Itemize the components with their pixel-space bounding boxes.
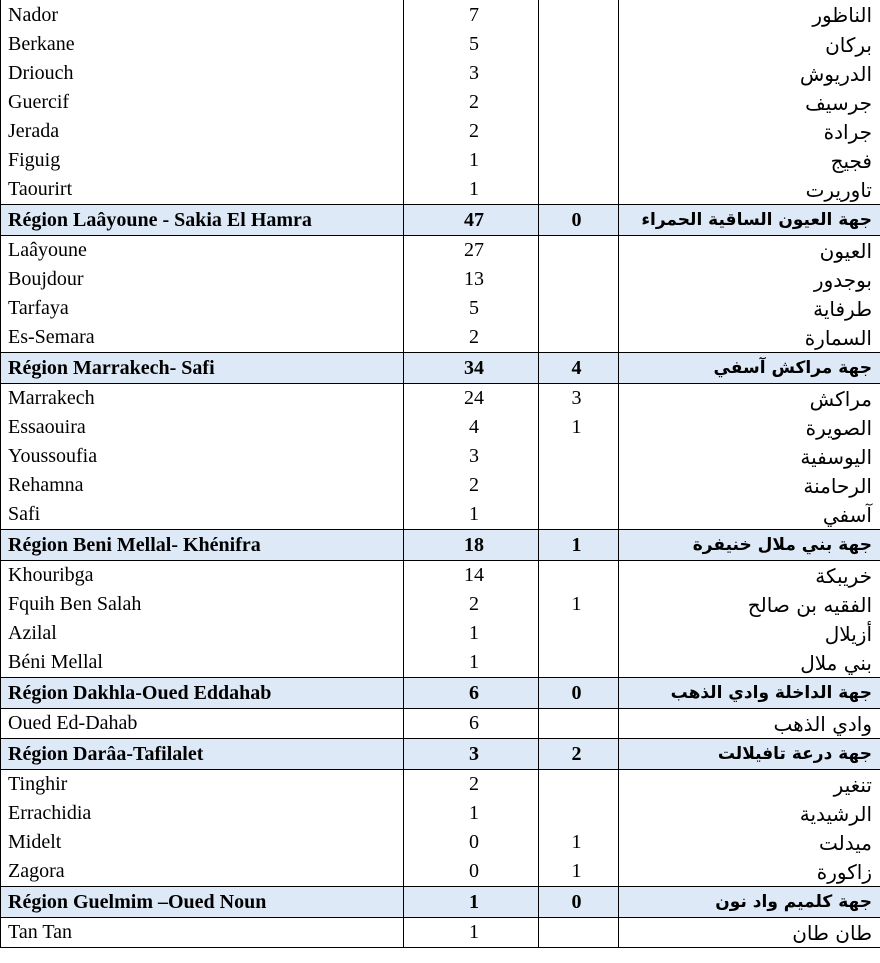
name-fr-cell: Safi (1, 500, 404, 530)
name-ar-cell: جهة بني ملال خنيفرة (619, 530, 880, 561)
name-fr-cell: Marrakech (1, 384, 404, 414)
province-row (1, 175, 880, 205)
count-cell: 5 (404, 294, 539, 323)
secondary-count-cell (539, 619, 619, 648)
secondary-count-cell: 1 (539, 413, 619, 442)
count-cell: 6 (404, 709, 539, 739)
name-fr-cell: Oued Ed-Dahab (1, 709, 404, 739)
name-ar-cell: جهة درعة تافيلالت (619, 739, 880, 770)
secondary-count-cell: 4 (539, 353, 619, 384)
count-cell: 1 (404, 918, 539, 948)
province-row (1, 561, 880, 591)
count-cell: 2 (404, 323, 539, 353)
name-fr-cell: Tarfaya (1, 294, 404, 323)
name-fr-cell: Nador (1, 0, 404, 30)
secondary-count-cell: 0 (539, 205, 619, 236)
name-ar-cell: جهة مراكش آسفي (619, 353, 880, 384)
region-row (1, 353, 880, 384)
secondary-count-cell (539, 799, 619, 828)
secondary-count-cell (539, 442, 619, 471)
province-row (1, 770, 880, 800)
name-fr-cell: Béni Mellal (1, 648, 404, 678)
name-ar-cell: زاكورة (619, 857, 880, 887)
region-row (1, 739, 880, 770)
name-ar-cell: ميدلت (619, 828, 880, 857)
province-row (1, 88, 880, 117)
province-row (1, 799, 880, 828)
name-fr-cell: Jerada (1, 117, 404, 146)
secondary-count-cell (539, 265, 619, 294)
province-row (1, 471, 880, 500)
name-ar-cell: جهة الداخلة وادي الذهب (619, 678, 880, 709)
name-fr-cell: Région Dakhla-Oued Eddahab (1, 678, 404, 709)
secondary-count-cell: 0 (539, 887, 619, 918)
name-fr-cell: Tinghir (1, 770, 404, 800)
name-fr-cell: Taourirt (1, 175, 404, 205)
count-cell: 3 (404, 739, 539, 770)
name-ar-cell: الصويرة (619, 413, 880, 442)
name-fr-cell: Région Darâa-Tafilalet (1, 739, 404, 770)
name-ar-cell: بوجدور (619, 265, 880, 294)
count-cell: 27 (404, 236, 539, 266)
count-cell: 47 (404, 205, 539, 236)
name-fr-cell: Errachidia (1, 799, 404, 828)
secondary-count-cell (539, 175, 619, 205)
count-cell: 1 (404, 175, 539, 205)
count-cell: 0 (404, 857, 539, 887)
name-fr-cell: Es-Semara (1, 323, 404, 353)
name-ar-cell: طان طان (619, 918, 880, 948)
province-row (1, 117, 880, 146)
secondary-count-cell (539, 0, 619, 30)
name-ar-cell: فجيج (619, 146, 880, 175)
secondary-count-cell: 3 (539, 384, 619, 414)
province-row (1, 648, 880, 678)
secondary-count-cell (539, 88, 619, 117)
province-row (1, 709, 880, 739)
name-fr-cell: Zagora (1, 857, 404, 887)
name-ar-cell: طرفاية (619, 294, 880, 323)
secondary-count-cell (539, 770, 619, 800)
name-fr-cell: Youssoufia (1, 442, 404, 471)
count-cell: 2 (404, 770, 539, 800)
name-ar-cell: جرادة (619, 117, 880, 146)
name-ar-cell: اليوسفية (619, 442, 880, 471)
secondary-count-cell (539, 561, 619, 591)
name-fr-cell: Boujdour (1, 265, 404, 294)
name-fr-cell: Berkane (1, 30, 404, 59)
name-ar-cell: جهة كلميم واد نون (619, 887, 880, 918)
secondary-count-cell: 2 (539, 739, 619, 770)
name-ar-cell: الدريوش (619, 59, 880, 88)
name-fr-cell: Figuig (1, 146, 404, 175)
region-row (1, 678, 880, 709)
province-row (1, 918, 880, 948)
province-row (1, 0, 880, 30)
secondary-count-cell (539, 294, 619, 323)
province-row (1, 590, 880, 619)
name-fr-cell: Khouribga (1, 561, 404, 591)
name-ar-cell: العيون (619, 236, 880, 266)
count-cell: 7 (404, 0, 539, 30)
secondary-count-cell: 0 (539, 678, 619, 709)
count-cell: 2 (404, 590, 539, 619)
name-ar-cell: السمارة (619, 323, 880, 353)
count-cell: 2 (404, 471, 539, 500)
secondary-count-cell (539, 30, 619, 59)
name-ar-cell: الفقيه بن صالح (619, 590, 880, 619)
count-cell: 2 (404, 117, 539, 146)
count-cell: 1 (404, 799, 539, 828)
name-fr-cell: Région Guelmim –Oued Noun (1, 887, 404, 918)
secondary-count-cell (539, 146, 619, 175)
province-row (1, 384, 880, 414)
province-row (1, 828, 880, 857)
name-fr-cell: Laâyoune (1, 236, 404, 266)
name-fr-cell: Région Marrakech- Safi (1, 353, 404, 384)
count-cell: 3 (404, 442, 539, 471)
name-ar-cell: أزيلال (619, 619, 880, 648)
name-ar-cell: بني ملال (619, 648, 880, 678)
secondary-count-cell: 1 (539, 530, 619, 561)
count-cell: 1 (404, 887, 539, 918)
secondary-count-cell: 1 (539, 857, 619, 887)
name-fr-cell: Essaouira (1, 413, 404, 442)
secondary-count-cell (539, 648, 619, 678)
secondary-count-cell (539, 500, 619, 530)
secondary-count-cell: 1 (539, 828, 619, 857)
province-row (1, 265, 880, 294)
province-row (1, 619, 880, 648)
name-fr-cell: Région Beni Mellal- Khénifra (1, 530, 404, 561)
secondary-count-cell (539, 59, 619, 88)
name-fr-cell: Azilal (1, 619, 404, 648)
name-ar-cell: آسفي (619, 500, 880, 530)
secondary-count-cell (539, 117, 619, 146)
province-row (1, 323, 880, 353)
secondary-count-cell (539, 918, 619, 948)
count-cell: 1 (404, 500, 539, 530)
name-fr-cell: Tan Tan (1, 918, 404, 948)
name-ar-cell: الرحامنة (619, 471, 880, 500)
count-cell: 1 (404, 619, 539, 648)
name-fr-cell: Fquih Ben Salah (1, 590, 404, 619)
secondary-count-cell (539, 323, 619, 353)
province-row (1, 442, 880, 471)
name-ar-cell: وادي الذهب (619, 709, 880, 739)
name-fr-cell: Guercif (1, 88, 404, 117)
count-cell: 5 (404, 30, 539, 59)
name-fr-cell: Région Laâyoune - Sakia El Hamra (1, 205, 404, 236)
region-row (1, 205, 880, 236)
name-ar-cell: مراكش (619, 384, 880, 414)
count-cell: 34 (404, 353, 539, 384)
name-ar-cell: الرشيدية (619, 799, 880, 828)
count-cell: 2 (404, 88, 539, 117)
name-fr-cell: Rehamna (1, 471, 404, 500)
count-cell: 13 (404, 265, 539, 294)
province-row (1, 294, 880, 323)
province-row (1, 59, 880, 88)
name-ar-cell: بركان (619, 30, 880, 59)
name-fr-cell: Driouch (1, 59, 404, 88)
count-cell: 1 (404, 146, 539, 175)
name-ar-cell: تنغير (619, 770, 880, 800)
name-ar-cell: الناظور (619, 0, 880, 30)
count-cell: 3 (404, 59, 539, 88)
name-ar-cell: جهة العيون الساقية الحمراء (619, 205, 880, 236)
name-ar-cell: جرسيف (619, 88, 880, 117)
count-cell: 18 (404, 530, 539, 561)
secondary-count-cell (539, 236, 619, 266)
count-cell: 14 (404, 561, 539, 591)
count-cell: 24 (404, 384, 539, 414)
secondary-count-cell: 1 (539, 590, 619, 619)
count-cell: 0 (404, 828, 539, 857)
name-ar-cell: خريبكة (619, 561, 880, 591)
secondary-count-cell (539, 709, 619, 739)
province-row (1, 500, 880, 530)
name-ar-cell: تاوريرت (619, 175, 880, 205)
count-cell: 1 (404, 648, 539, 678)
province-row (1, 30, 880, 59)
name-fr-cell: Midelt (1, 828, 404, 857)
province-row (1, 236, 880, 266)
count-cell: 4 (404, 413, 539, 442)
province-row (1, 857, 880, 887)
table-body (1, 0, 880, 948)
region-row (1, 887, 880, 918)
secondary-count-cell (539, 471, 619, 500)
count-cell: 6 (404, 678, 539, 709)
province-row (1, 146, 880, 175)
province-row (1, 413, 880, 442)
region-row (1, 530, 880, 561)
